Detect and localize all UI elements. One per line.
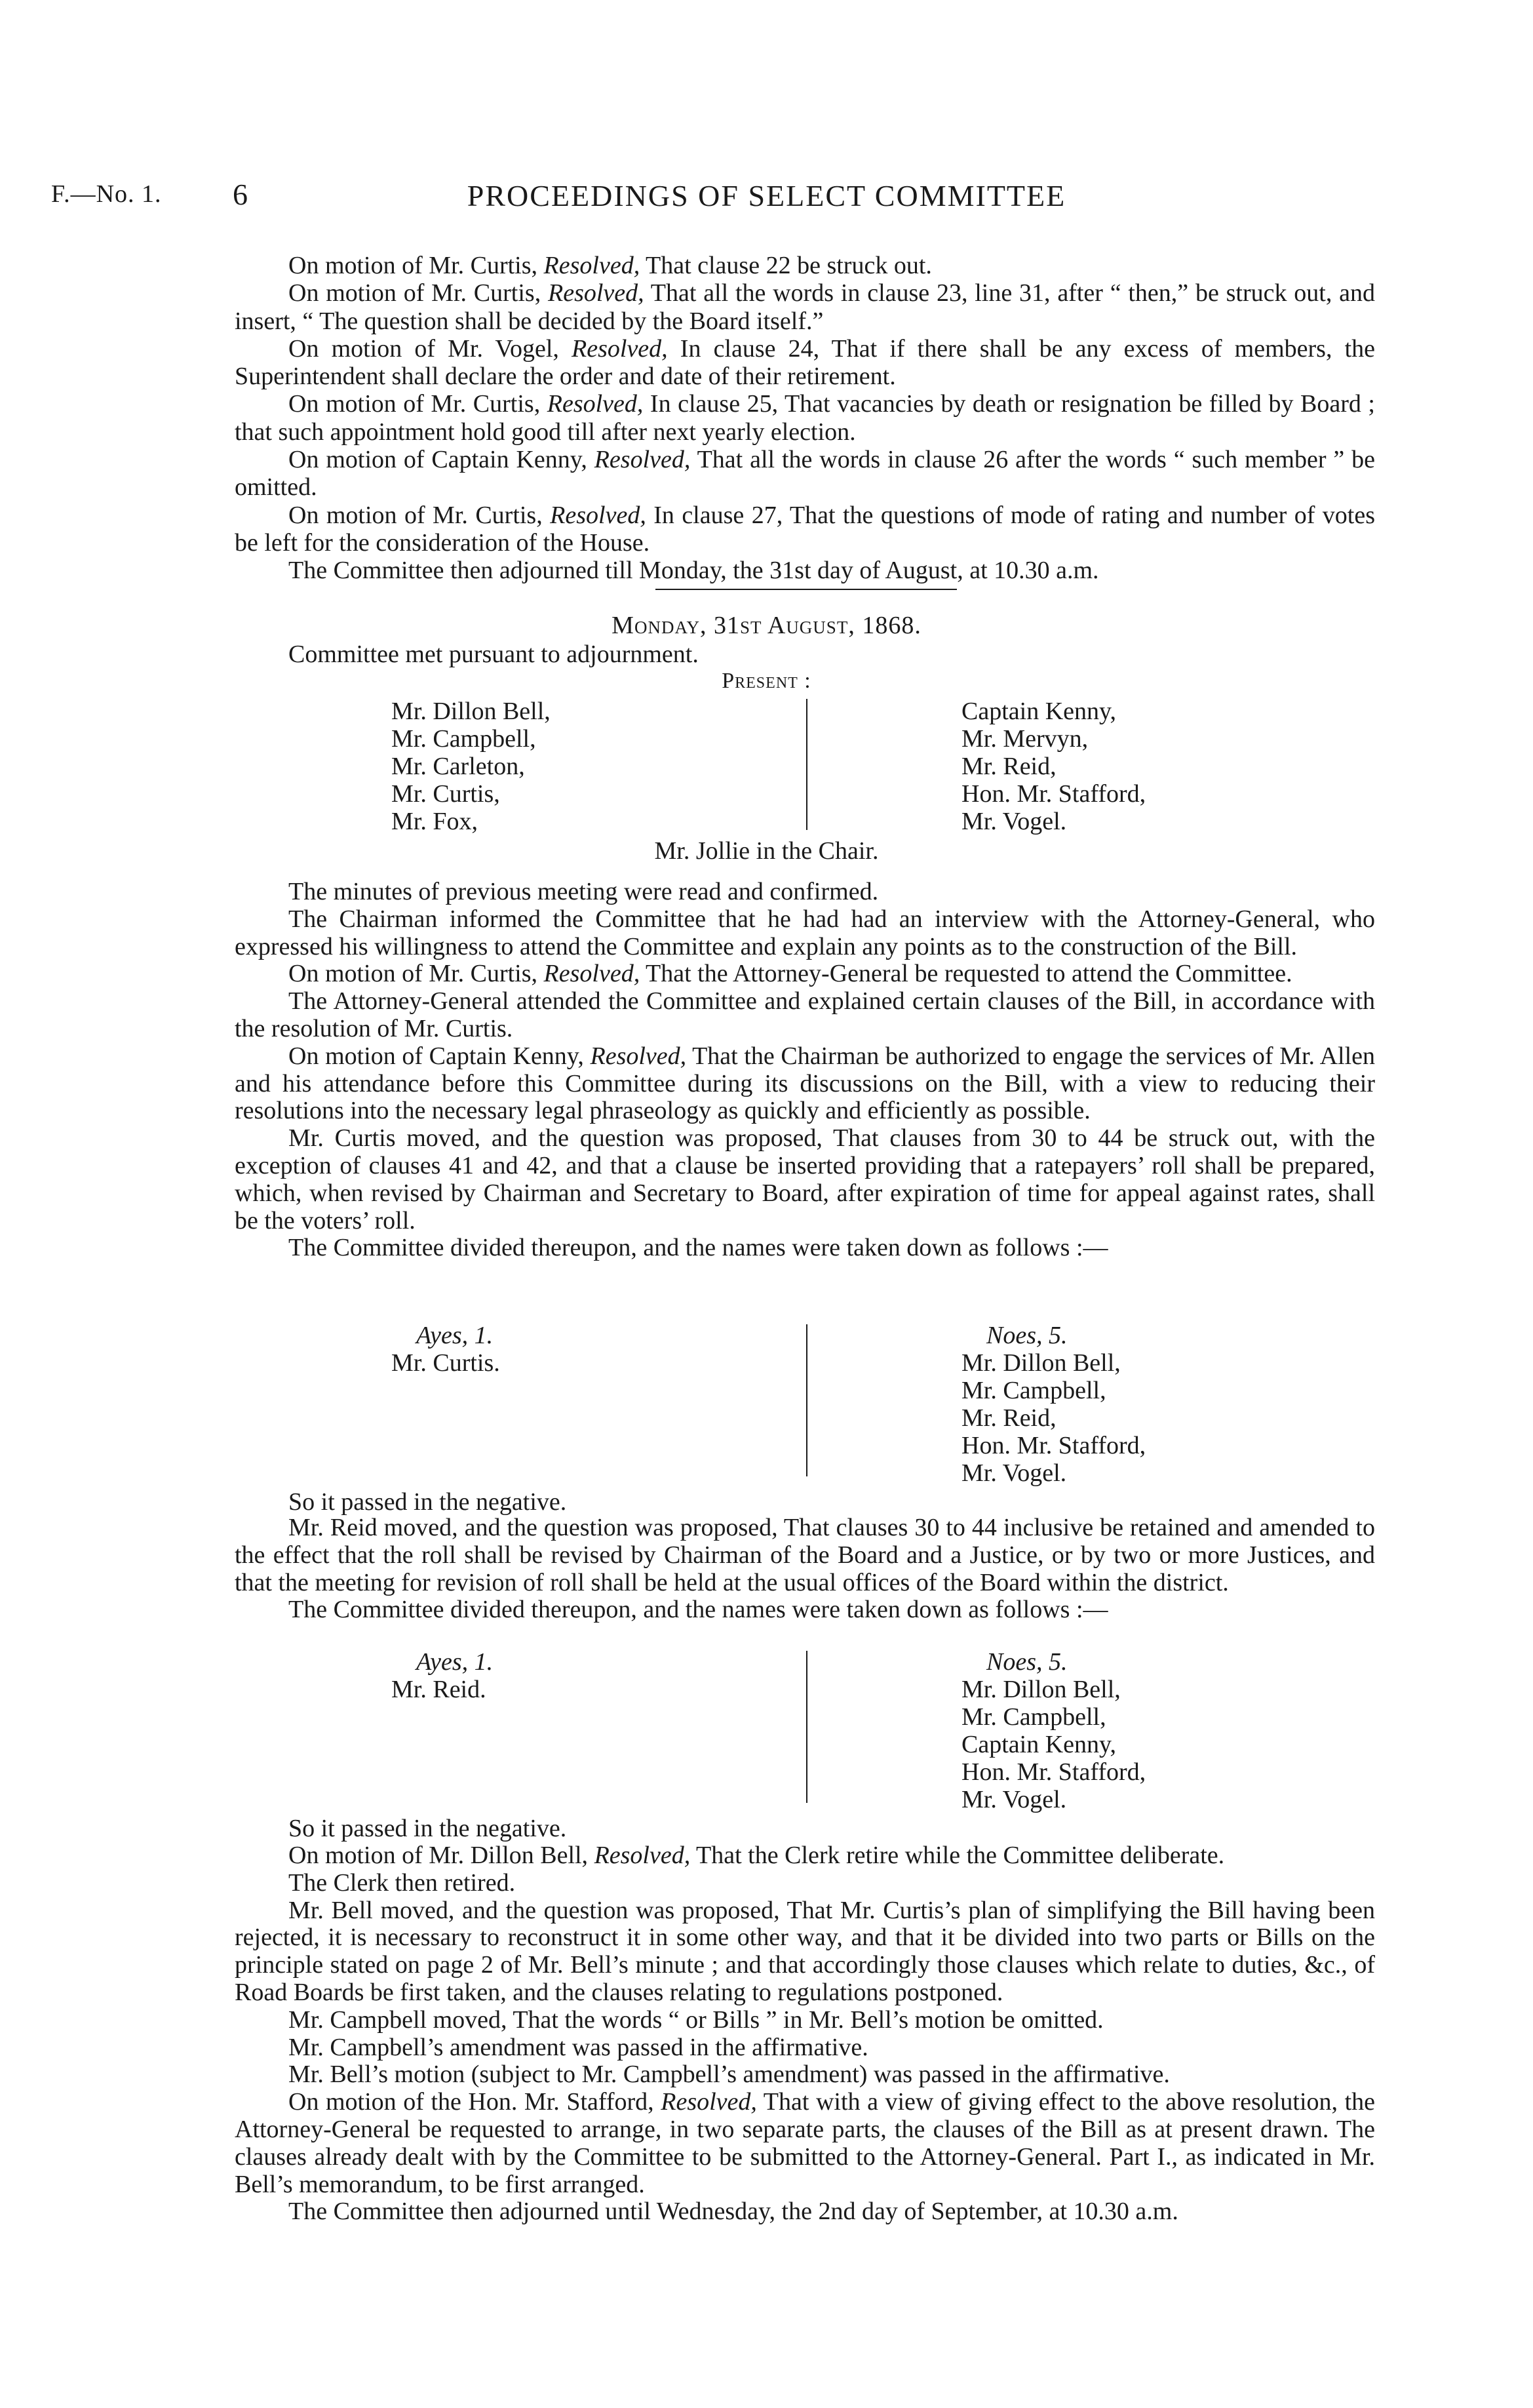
member-name: Mr. Vogel. — [961, 1786, 1067, 1813]
present-left-column — [391, 698, 551, 835]
top-paragraphs — [235, 252, 1375, 585]
chair-line: Mr. Jollie in the Chair. — [654, 837, 879, 865]
member-name: Hon. Mr. Stafford, — [961, 1758, 1146, 1786]
paragraph: Mr. Bell’s motion (subject to Mr. Campbell’s amendment) was passed in the affirmative. — [288, 2061, 1170, 2089]
paragraph: The Chairman informed the Committee that he had had an interview with the Attorney-General, who expressed his willingness to attend the Committee and explain any points as to the construction of the Bill. — [235, 905, 1375, 960]
paragraph: On motion of the Hon. Mr. Stafford, Resolved, That with a view of giving effect to the above resolution, the Attorney-General be requested to arrange, in two separate parts, the clauses of the Bill as at present drawn. The clauses already dealt with by the Committee to be submitted to the Attorney-General. Part I., as indicated in Mr. Bell’s memorandum, to be first arranged. — [235, 2088, 1375, 2198]
paragraph: The Committee then adjourned till Monday, the 31st day of August, at 10.30 a.m. — [288, 557, 1099, 585]
noes-heading: Noes, 5. — [986, 1648, 1068, 1676]
member-name: Mr. Campbell, — [961, 1703, 1106, 1731]
paragraph: Mr. Campbell’s amendment was passed in the affirmative. — [288, 2033, 868, 2061]
paragraph: Mr. Campbell moved, That the words “ or Bills ” in Mr. Bell’s motion be omitted. — [288, 2005, 1104, 2034]
member-name: Hon. Mr. Stafford, — [961, 780, 1146, 808]
middle-paragraphs — [235, 878, 1375, 1262]
bottom-paragraphs — [235, 1842, 1375, 2226]
paragraph: On motion of Mr. Curtis, Resolved, That all the words in clause 23, line 31, after “ then,” be struck out, and insert, “ The question shall be decided by the Board itself.” — [235, 279, 1375, 335]
member-name: Mr. Campbell, — [391, 725, 536, 753]
member-name: Mr. Vogel. — [961, 1459, 1067, 1487]
paragraph: Mr. Reid moved, and the question was proposed, That clauses 30 to 44 inclusive be retained and amended to the effect that the roll shall be revised by Chairman of the Board and a Justice, or by two or more Justices, and that the meeting for revision of roll shall be held at the usual offices of the Board within the district. — [235, 1514, 1375, 1596]
paragraph: The Clerk then retired. — [288, 1868, 516, 1897]
meeting-met: Committee met pursuant to adjournment. — [288, 641, 699, 668]
page-number: 6 — [233, 178, 248, 211]
division1-noes — [961, 1322, 1146, 1487]
member-name: Mr. Dillon Bell, — [961, 1349, 1121, 1377]
division2-noes — [961, 1648, 1146, 1813]
member-name: Mr. Vogel. — [961, 808, 1067, 835]
member-name: Captain Kenny, — [961, 698, 1117, 725]
paragraph: On motion of Mr. Dillon Bell, Resolved, That the Clerk retire while the Committee deliberate. — [288, 1842, 1225, 1869]
paragraph: On motion of Captain Kenny, Resolved, That all the words in clause 26 after the words “ such member ” be omitted. — [235, 446, 1375, 502]
division1-result: So it passed in the negative. — [288, 1488, 567, 1516]
ayes-heading: Ayes, 1. — [416, 1322, 494, 1349]
paragraph: On motion of Mr. Curtis, Resolved, That the Attorney-General be requested to attend the Committee. — [288, 960, 1292, 988]
division2-result: So it passed in the negative. — [288, 1815, 567, 1842]
paragraph: The Committee divided thereupon, and the names were taken down as follows :— — [288, 1234, 1108, 1262]
member-name: Hon. Mr. Stafford, — [961, 1432, 1146, 1459]
paragraph: The minutes of previous meeting were read and confirmed. — [288, 878, 879, 905]
paragraph: The Committee divided thereupon, and the names were taken down as follows :— — [288, 1596, 1108, 1624]
noes-heading: Noes, 5. — [986, 1322, 1068, 1349]
paragraph: The Committee then adjourned until Wednesday, the 2nd day of September, at 10.30 a.m. — [288, 2198, 1178, 2226]
ayes-heading: Ayes, 1. — [416, 1648, 494, 1676]
member-name: Mr. Curtis, — [391, 780, 500, 808]
paragraph: On motion of Captain Kenny, Resolved, That the Chairman be authorized to engage the services of Mr. Allen and his attendance before this Committee during its discussions on the Bill, with a view to reducing their resolutions into the necessary legal phraseology as quickly and efficiently as possible. — [235, 1042, 1375, 1125]
column-divider — [806, 1324, 807, 1476]
division2-ayes — [391, 1648, 493, 1703]
paragraph: The Attorney-General attended the Committee and explained certain clauses of the Bill, in accordance with the resolution of Mr. Curtis. — [235, 987, 1375, 1042]
middle-paragraphs-2 — [235, 1514, 1375, 1624]
member-name: Mr. Reid, — [961, 753, 1057, 780]
present-right-column — [961, 698, 1146, 835]
member-name: Mr. Mervyn, — [961, 725, 1089, 753]
paragraph: On motion of Mr. Curtis, Resolved, That clause 22 be struck out. — [288, 252, 932, 279]
member-name: Mr. Dillon Bell, — [961, 1676, 1121, 1703]
division1-ayes — [391, 1322, 500, 1377]
paragraph: On motion of Mr. Curtis, Resolved, In clause 27, That the questions of mode of rating and number of votes be left for the consideration of the House. — [235, 501, 1375, 557]
paragraph: Mr. Curtis moved, and the question was proposed, That clauses from 30 to 44 be struck out, with the exception of clauses 41 and 42, and that a clause be inserted providing that a ratepayers’ roll shall be prepared, which, when revised by Chairman and Secretary to Board, after expiration of time for appeal against rates, shall be the voters’ roll. — [235, 1124, 1375, 1234]
member-name: Mr. Curtis. — [391, 1349, 500, 1377]
present-heading: Present : — [722, 669, 811, 693]
member-name: Mr. Fox, — [391, 808, 478, 835]
paragraph: On motion of Mr. Curtis, Resolved, In clause 25, That vacancies by death or resignation be filled by Board ; that such appointment hold good till after next yearly election. — [235, 390, 1375, 446]
member-name: Mr. Carleton, — [391, 753, 525, 780]
column-divider — [806, 1651, 807, 1803]
member-name: Mr. Reid, — [961, 1404, 1057, 1432]
paragraph: On motion of Mr. Vogel, Resolved, In clause 24, That if there shall be any excess of members, the Superintendent shall declare the order and date of their retirement. — [235, 334, 1376, 391]
paper-reference: F.—No. 1. — [51, 180, 162, 208]
paragraph: Mr. Bell moved, and the question was proposed, That Mr. Curtis’s plan of simplifying the Bill having been rejected, it is necessary to reconstruct it in some other way, and that it be divided into two parts or Bills on the principle stated on page 2 of Mr. Bell’s minute ; and that accordingly those clauses which relate to duties, &c., of Road Boards be first taken, and the clauses relating to regulations postponed. — [235, 1896, 1375, 2006]
column-divider — [806, 699, 807, 830]
member-name: Mr. Reid. — [391, 1676, 486, 1703]
section-divider — [655, 589, 957, 590]
member-name: Captain Kenny, — [961, 1731, 1117, 1758]
member-name: Mr. Dillon Bell, — [391, 698, 551, 725]
page-title: PROCEEDINGS OF SELECT COMMITTEE — [467, 179, 1066, 212]
member-name: Mr. Campbell, — [961, 1377, 1106, 1404]
meeting-date: Monday, 31st August, 1868. — [611, 612, 922, 639]
